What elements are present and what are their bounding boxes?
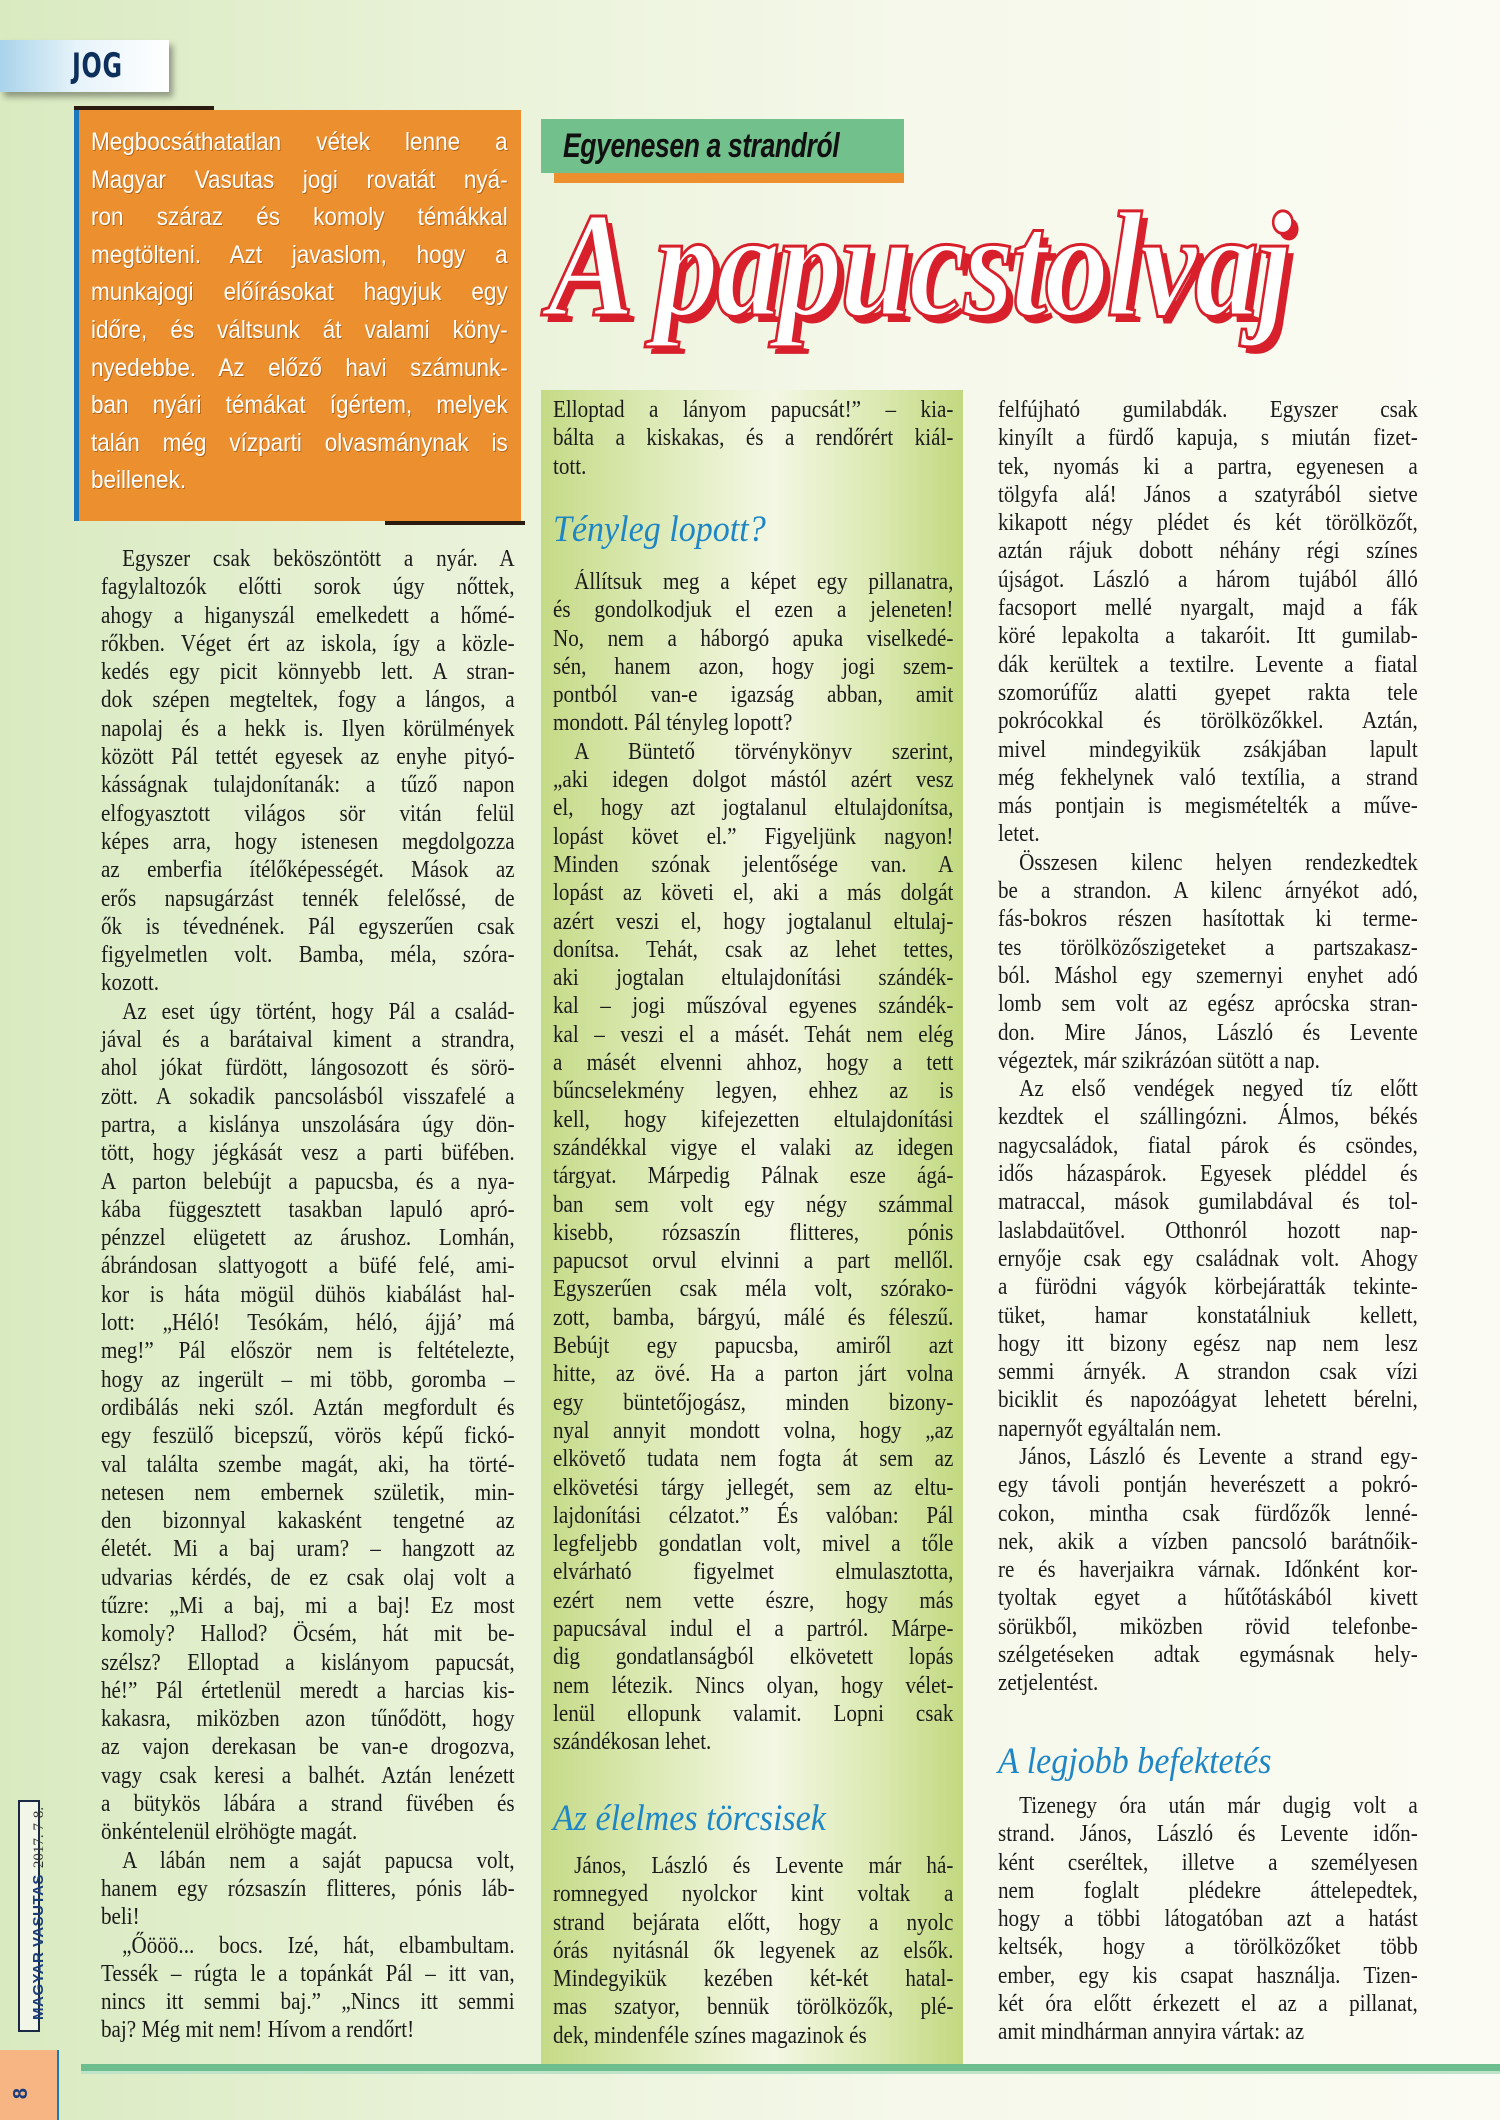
text-line: Elloptad a lányom papucsát!” – kia-	[553, 397, 954, 423]
text-line: Egyszer csak beköszöntött a nyár. A	[122, 546, 515, 572]
text-line: hitte, az övé. Ha a parton járt volna	[553, 1361, 954, 1388]
text-line: strand. János, László és Levente időn-	[998, 1821, 1418, 1848]
text-line: tyoltak egyet a hűtőtáskából kivett	[998, 1585, 1418, 1612]
text-line: mondott. Pál tényleg lopott?	[553, 710, 793, 737]
text-line: hogy az ingerült – mi több, goromba –	[101, 1366, 515, 1393]
text-line: kába függesztett tasakban lapuló apró-	[101, 1196, 515, 1223]
text-line: két óra előtt érkezett el az a pillanat,	[998, 1991, 1418, 2018]
text-line: János, László és Levente már há-	[574, 1853, 954, 1879]
text-line: felfújható gumilabdák. Egyszer csak	[998, 397, 1418, 423]
text-line: pontból van-e igazság abban, amit	[553, 682, 954, 709]
paragraph	[101, 998, 515, 1847]
paragraph	[553, 396, 953, 481]
intro-box	[74, 110, 521, 521]
page-number: 8	[10, 2087, 33, 2100]
text-line: ahogy a higanyszál emelkedett a hőmé-	[101, 602, 515, 629]
text-line: ők is tévednének. Pál egyszerűen csak	[101, 913, 515, 940]
text-line: végeztek, már szikrázóan sütött a nap.	[998, 1047, 1320, 1074]
paragraph	[553, 1852, 953, 2050]
text-line: tött, hogy jégkását vesz a parti büfében.	[101, 1140, 515, 1167]
paragraph	[553, 738, 953, 1757]
text-line: hogy a többi látogatóban azt a hatást	[998, 1906, 1418, 1933]
article-title: A papucstolvaj	[548, 182, 1290, 348]
text-line: bűncselekmény legyen, ehhez az is	[553, 1078, 954, 1105]
text-line: hogy itt bizony egész nap nem lesz	[998, 1330, 1418, 1357]
text-line: re és haverjaikra várnak. Időnként kor-	[998, 1557, 1418, 1584]
paragraph	[998, 396, 1418, 849]
text-line: kal – jogi műszóval egyenes szándék-	[553, 993, 954, 1020]
paragraph	[101, 1847, 515, 1932]
kicker-banner	[541, 119, 904, 173]
text-line: képes arra, hogy istenesen megdolgozza	[101, 828, 515, 855]
text-line: ordibálás neki szól. Aztán megfordult és	[101, 1394, 515, 1421]
text-line: Az első vendégek negyed tíz előtt	[1019, 1076, 1418, 1103]
text-line: pokrócokkal és törölközőkkel. Aztán,	[998, 708, 1418, 735]
text-line: elkövetési tárgy jellegét, sem az eltu-	[553, 1474, 954, 1501]
text-line: zott, bamba, bárgyú, málé és féleszű.	[553, 1304, 954, 1331]
text-line: szándékkal vigye el valaki az idegen	[553, 1134, 954, 1161]
intro-text	[91, 124, 508, 500]
text-line: den bizonnyal kakasként tengetné az	[101, 1508, 515, 1535]
text-line: és gondolkodjuk el ezen a jeleneten!	[553, 597, 954, 624]
paragraph	[998, 849, 1418, 1075]
text-line: tölgyfa alá! János a szatyrából sietve	[998, 481, 1418, 508]
text-line: tárgyat. Márpedig Pálnak esze ágá-	[553, 1163, 954, 1190]
text-line: be a strandon. A kilenc árnyékot adó,	[998, 878, 1418, 905]
text-line: don. Mire János, László és Levente	[998, 1019, 1418, 1046]
paragraph	[998, 1443, 1418, 1698]
text-line: biciklit és napozóágyat lehetett bérelni,	[998, 1387, 1418, 1414]
paragraph	[101, 1932, 515, 2045]
text-line: napolaj és a hekk is. Ilyen körülmények	[101, 715, 515, 742]
text-line: lajdonítási célzatot.” És valóban: Pál	[553, 1502, 954, 1529]
text-line: az vajon derekasan be van-e drogozva,	[101, 1734, 515, 1761]
text-line: talán még vízparti olvasmánynak is	[91, 428, 508, 457]
publication-name: MAGYAR VASUTAS	[30, 1874, 47, 2020]
text-line: zött. A sokadik pancsolásból visszafelé a	[101, 1083, 515, 1110]
paragraph	[101, 545, 515, 998]
text-line: el, hogy azt jogtalanul eltulajdonítsa,	[553, 795, 954, 822]
text-line: Összesen kilenc helyen rendezkedtek	[1019, 849, 1418, 876]
text-line: kedés egy picit könnyebb lett. A stran-	[101, 659, 515, 686]
column-3-body-2	[998, 1792, 1418, 2047]
text-line: életét. Mi a baj uram? – hangzott az	[101, 1536, 515, 1563]
text-line: udvarias kérdés, de ez csak olaj volt a	[101, 1564, 515, 1591]
text-line: ezért nem vette észre, hogy más	[553, 1587, 954, 1614]
page-number-box	[0, 2050, 57, 2120]
column-1-body	[101, 545, 515, 2045]
text-line: A lábán nem a saját papucsa volt,	[122, 1847, 515, 1874]
issue-number: 2017. 7-8.	[31, 1806, 47, 1869]
paragraph	[998, 1792, 1418, 2047]
text-line: zetjelentést.	[998, 1670, 1099, 1697]
text-line: elkövető tudata nem fogta át sem az	[553, 1446, 954, 1473]
text-line: nyal annyit mondott volna, hogy „az	[553, 1417, 954, 1444]
text-line: nek, akik a vízben pancsoló barátnőik-	[998, 1528, 1418, 1555]
text-line: kozott.	[101, 970, 160, 997]
text-line: hanem egy rózsaszín flitteres, pónis láb-	[101, 1875, 515, 1902]
text-line: sén, hanem azon, hogy jogi szem-	[553, 653, 954, 680]
column-2-body-2	[553, 1852, 953, 2050]
text-line: No, nem a háborgó apuka viselkedé-	[553, 625, 954, 652]
text-line: ember, egy kis csapat használja. Tizen-	[998, 1962, 1418, 1989]
text-line: ból. Máshol egy szemernyi enyhet adó	[998, 962, 1418, 989]
text-line: munkajogi előírásokat hagyjuk egy	[91, 278, 508, 307]
column-3-body	[998, 396, 1418, 1698]
text-line: szomorúfűz alatti gyepet rakta tele	[998, 679, 1418, 706]
text-line: legfeljebb gondatlan volt, mivel a tőle	[553, 1531, 954, 1558]
text-line: tüket, hamar konstatálniuk kellett,	[998, 1302, 1418, 1329]
text-line: más pontjain is megismételték a műve-	[998, 793, 1418, 820]
text-line: egy büntetőjogász, minden bizony-	[553, 1389, 954, 1416]
text-line: vagy csak keresi a balhét. Aztán lenézett	[101, 1762, 515, 1789]
subheading-tenyleg-lopott: Tényleg lopott?	[553, 509, 766, 550]
text-line: Magyar Vasutas jogi rovatát nyá-	[91, 165, 508, 194]
text-line: pénzzel elügetett az árushoz. Lomhán,	[101, 1225, 515, 1252]
text-line: tott.	[553, 453, 587, 480]
text-line: nem foglalt plédekre áttelepedtek,	[998, 1877, 1418, 1904]
section-tag	[0, 40, 169, 92]
text-line: bálta a kiskakas, és a rendőrért kiál-	[553, 425, 954, 452]
text-line: lopást az követi el, aki a más dolgát	[553, 880, 954, 907]
text-line: János, László és Levente a strand egy-	[1019, 1443, 1418, 1470]
text-line: facsoport mellé nyargalt, majd a fák	[998, 595, 1418, 622]
text-line: Egyszerűen csak méla volt, szórako-	[553, 1276, 954, 1303]
text-line: Állítsuk meg a képet egy pillanatra,	[574, 569, 954, 595]
text-line: lenül ellopunk valamit. Lopni csak	[553, 1700, 954, 1727]
text-line: beli!	[101, 1904, 140, 1931]
text-line: órás nyitásnál ők legyenek az elsők.	[553, 1937, 954, 1964]
text-line: A parton belebújt a papucsba, és a nya-	[101, 1168, 515, 1195]
text-line: beillenek.	[91, 466, 187, 495]
text-line: A Büntető törvénykönyv szerint,	[574, 738, 954, 765]
text-line: tűzre: „Mi a baj, mi a baj! Ez most	[101, 1592, 515, 1619]
margin-line	[57, 2050, 59, 2120]
text-line: lomb sem volt az egész aprócska stran-	[998, 991, 1418, 1018]
text-line: donítsa. Tehát, csak az lehet tettes,	[553, 936, 954, 963]
text-line: lopást követ el.” Figyeljünk nagyon!	[553, 823, 954, 850]
text-line: partra, a kislánya unszolására úgy dön-	[101, 1111, 515, 1138]
text-line: dig gondatlanságból elkövetett lopás	[553, 1644, 954, 1671]
text-line: erős napsugárzást tennék felelőssé, de	[101, 885, 515, 912]
text-line: még fekhelynek való textília, a strand	[998, 764, 1418, 791]
text-line: keltsék, hogy a törölközőket több	[998, 1934, 1418, 1961]
text-line: kal – veszi el a másét. Tehát nem elég	[553, 1021, 954, 1048]
text-line: amit mindhárman annyira vártak: az	[998, 2019, 1305, 2046]
text-line: hé!” Pál értetlenül meredt a harcias kis-	[101, 1677, 515, 1704]
text-line: fás-bokros részen hasítottak ki terme-	[998, 906, 1418, 933]
text-line: köré lepakolta a takaróit. Itt gumilab-	[998, 623, 1418, 650]
subheading-elelmes-torcsisek: Az élelmes törcsisek	[553, 1798, 826, 1839]
bottom-rule	[81, 2064, 1500, 2074]
text-line: papucsával indul el a partról. Márpe-	[553, 1615, 954, 1642]
text-line: között Pál tettét egyesek az enyhe pityó-	[101, 744, 515, 771]
text-line: ahol jókat fürdött, lángosozott és sörö-	[101, 1055, 515, 1082]
text-line: cokon, mintha csak fürdőzők lenné-	[998, 1500, 1418, 1527]
text-line: aztán rájuk dobott néhány régi színes	[998, 538, 1418, 565]
text-line: sörükből, miközben rövid telefonbe-	[998, 1613, 1418, 1640]
text-line: kisebb, rózsaszín flitteres, pónis	[553, 1219, 954, 1246]
column-2-lead	[553, 396, 953, 481]
text-line: mivel mindegyikük zsákjában lapult	[998, 736, 1418, 763]
text-line: szélsz? Elloptad a kislányom papucsát,	[101, 1649, 515, 1676]
text-line: ként cseréltek, illetve a személyesen	[998, 1849, 1418, 1876]
text-line: val találta szembe magát, aki, ha törté-	[101, 1451, 515, 1478]
text-line: nincs itt semmi baj.” „Nincs itt semmi	[101, 1989, 515, 2016]
text-line: dák kerültek a textilre. Levente a fiatal	[998, 651, 1418, 678]
text-line: fagylaltozók előtti sorok úgy nőttek,	[101, 574, 515, 601]
text-line: a bütykös lábára a strand füvében és	[101, 1791, 515, 1818]
text-line: egy távoli pontján heverészett a pokró-	[998, 1472, 1418, 1499]
text-line: aki jogtalan eltulajdonítási szándék-	[553, 965, 954, 992]
text-line: laslabdaütővel. Otthonról hozott nap-	[998, 1217, 1418, 1244]
text-line: „Őööö... bocs. Izé, hát, elbambultam.	[122, 1932, 515, 1959]
text-line: letet.	[998, 821, 1040, 848]
paragraph	[91, 124, 508, 500]
text-line: nyedebbe. Az előző havi számunk-	[91, 353, 508, 382]
text-line: romnegyed nyolckor kint voltak a	[553, 1881, 954, 1908]
column-2-body	[553, 568, 953, 1756]
paragraph	[998, 1075, 1418, 1443]
text-line: jával és a barátaival kiment a strandra,	[101, 1027, 515, 1054]
text-line: Megbocsáthatatlan vétek lenne a	[91, 128, 508, 156]
text-line: kor is háta mögül dühös kiabálást hal-	[101, 1281, 515, 1308]
text-line: Bebújt egy papucsba, amiről azt	[553, 1333, 954, 1360]
text-line: napernyőt egyáltalán nem.	[998, 1415, 1222, 1442]
paragraph	[553, 568, 953, 738]
text-line: „aki idegen dolgot mástól azért vesz	[553, 767, 954, 794]
subheading-legjobb-befektetes: A legjobb befektetés	[998, 1741, 1272, 1782]
text-line: ron száraz és komoly témákkal	[91, 203, 508, 232]
text-line: kezdtek el szállingózni. Álmos, békés	[998, 1104, 1418, 1131]
text-line: ban nyári témákat ígértem, melyek	[91, 391, 508, 420]
text-line: a fürödni vágyók körbejáratták tekinte-	[998, 1274, 1418, 1301]
section-tag-label: JOG	[72, 46, 123, 86]
text-line: Tessék – rúgta le a topánkát Pál – itt van,	[101, 1960, 515, 1987]
text-line: kell, hogy kifejezetten eltulajdonítási	[553, 1106, 954, 1133]
text-line: önkéntelenül elröhögte magát.	[101, 1819, 358, 1846]
text-line: rőkben. Véget ért az iskola, így a közle-	[101, 630, 515, 657]
publication-strip	[29, 1807, 49, 2020]
text-line: idős házaspárok. Egyesek pléddel és	[998, 1161, 1418, 1188]
text-line: ban sem volt egy négy számmal	[553, 1191, 954, 1218]
text-line: nem létezik. Nincs olyan, hogy vélet-	[553, 1672, 954, 1699]
text-line: azért veszi el, hogy jogtalanul eltulaj-	[553, 908, 954, 935]
text-line: dok szépen megteltek, fogy a lángos, a	[101, 687, 515, 714]
text-line: egy feszülő bicepszű, vörös képű fickó-	[101, 1423, 515, 1450]
text-line: a másét elvenni ahhoz, hogy a tett	[553, 1050, 954, 1077]
text-line: netesen nem embernek születik, min-	[101, 1479, 515, 1506]
text-line: időre, és váltsunk át valami köny-	[91, 315, 508, 344]
text-line: szándékosan lehet.	[553, 1729, 712, 1756]
text-line: Mindegyikük kezében két-két hatal-	[553, 1966, 954, 1993]
text-line: tek, nyomás ki a partra, egyenesen a	[998, 453, 1418, 480]
text-line: komoly? Hallod? Öcsém, hát mit be-	[101, 1621, 515, 1648]
text-line: ernyője csak egy családnak volt. Ahogy	[998, 1245, 1418, 1272]
text-line: kásságnak tulajdonítanák: a tűző napon	[101, 772, 515, 799]
text-line: semmi árnyék. A strandon csak vízi	[998, 1359, 1418, 1386]
text-line: strand bejárata előtt, hogy a nyolc	[553, 1909, 954, 1936]
text-line: szélgetéseken adtak egymásnak hely-	[998, 1642, 1418, 1669]
text-line: baj? Még mit nem! Hívom a rendőrt!	[101, 2017, 415, 2044]
text-line: Tizenegy óra után már dugig volt a	[1019, 1793, 1418, 1819]
text-line: nagycsaládok, fiatal párok és csöndes,	[998, 1132, 1418, 1159]
kicker-text: Egyenesen a strandról	[563, 127, 840, 165]
text-line: kakasra, miközben azon tűnődött, hogy	[101, 1706, 515, 1733]
text-line: kikapott négy plédet és két törölközőt,	[998, 510, 1418, 537]
text-line: lott: „Héló! Tesókám, héló, ájjá’ má	[101, 1310, 515, 1337]
text-line: újságot. László a három tujából álló	[998, 566, 1418, 593]
text-line: mas szatyor, bennük törölközők, plé-	[553, 1994, 954, 2021]
text-line: papucsot orvul elvinni a part mellől.	[553, 1248, 954, 1275]
text-line: megtölteni. Azt javaslom, hogy a	[91, 240, 508, 269]
text-line: dek, mindenféle színes magazinok és	[553, 2022, 867, 2049]
text-line: tes törölközőszigeteket a partszakasz-	[998, 934, 1418, 961]
text-line: elfogyasztott világos sör vitán felül	[101, 800, 515, 827]
text-line: Az eset úgy történt, hogy Pál a család-	[122, 998, 515, 1025]
text-line: ábrándosan slattyogott a büfé felé, ami-	[101, 1253, 515, 1280]
text-line: matraccal, mások gumilabdával és tol-	[998, 1189, 1418, 1216]
text-line: kinyílt a fürdő kapuja, s miután fizet-	[998, 425, 1418, 452]
text-line: az emberfia ítélőképességét. Mások az	[101, 857, 515, 884]
text-line: meg!” Pál először nem is feltételezte,	[101, 1338, 515, 1365]
text-line: Minden szónak jelentősége van. A	[553, 851, 954, 878]
text-line: figyelmetlen volt. Bamba, méla, szóra-	[101, 942, 515, 969]
text-line: elvárható figyelmet elmulasztotta,	[553, 1559, 954, 1586]
